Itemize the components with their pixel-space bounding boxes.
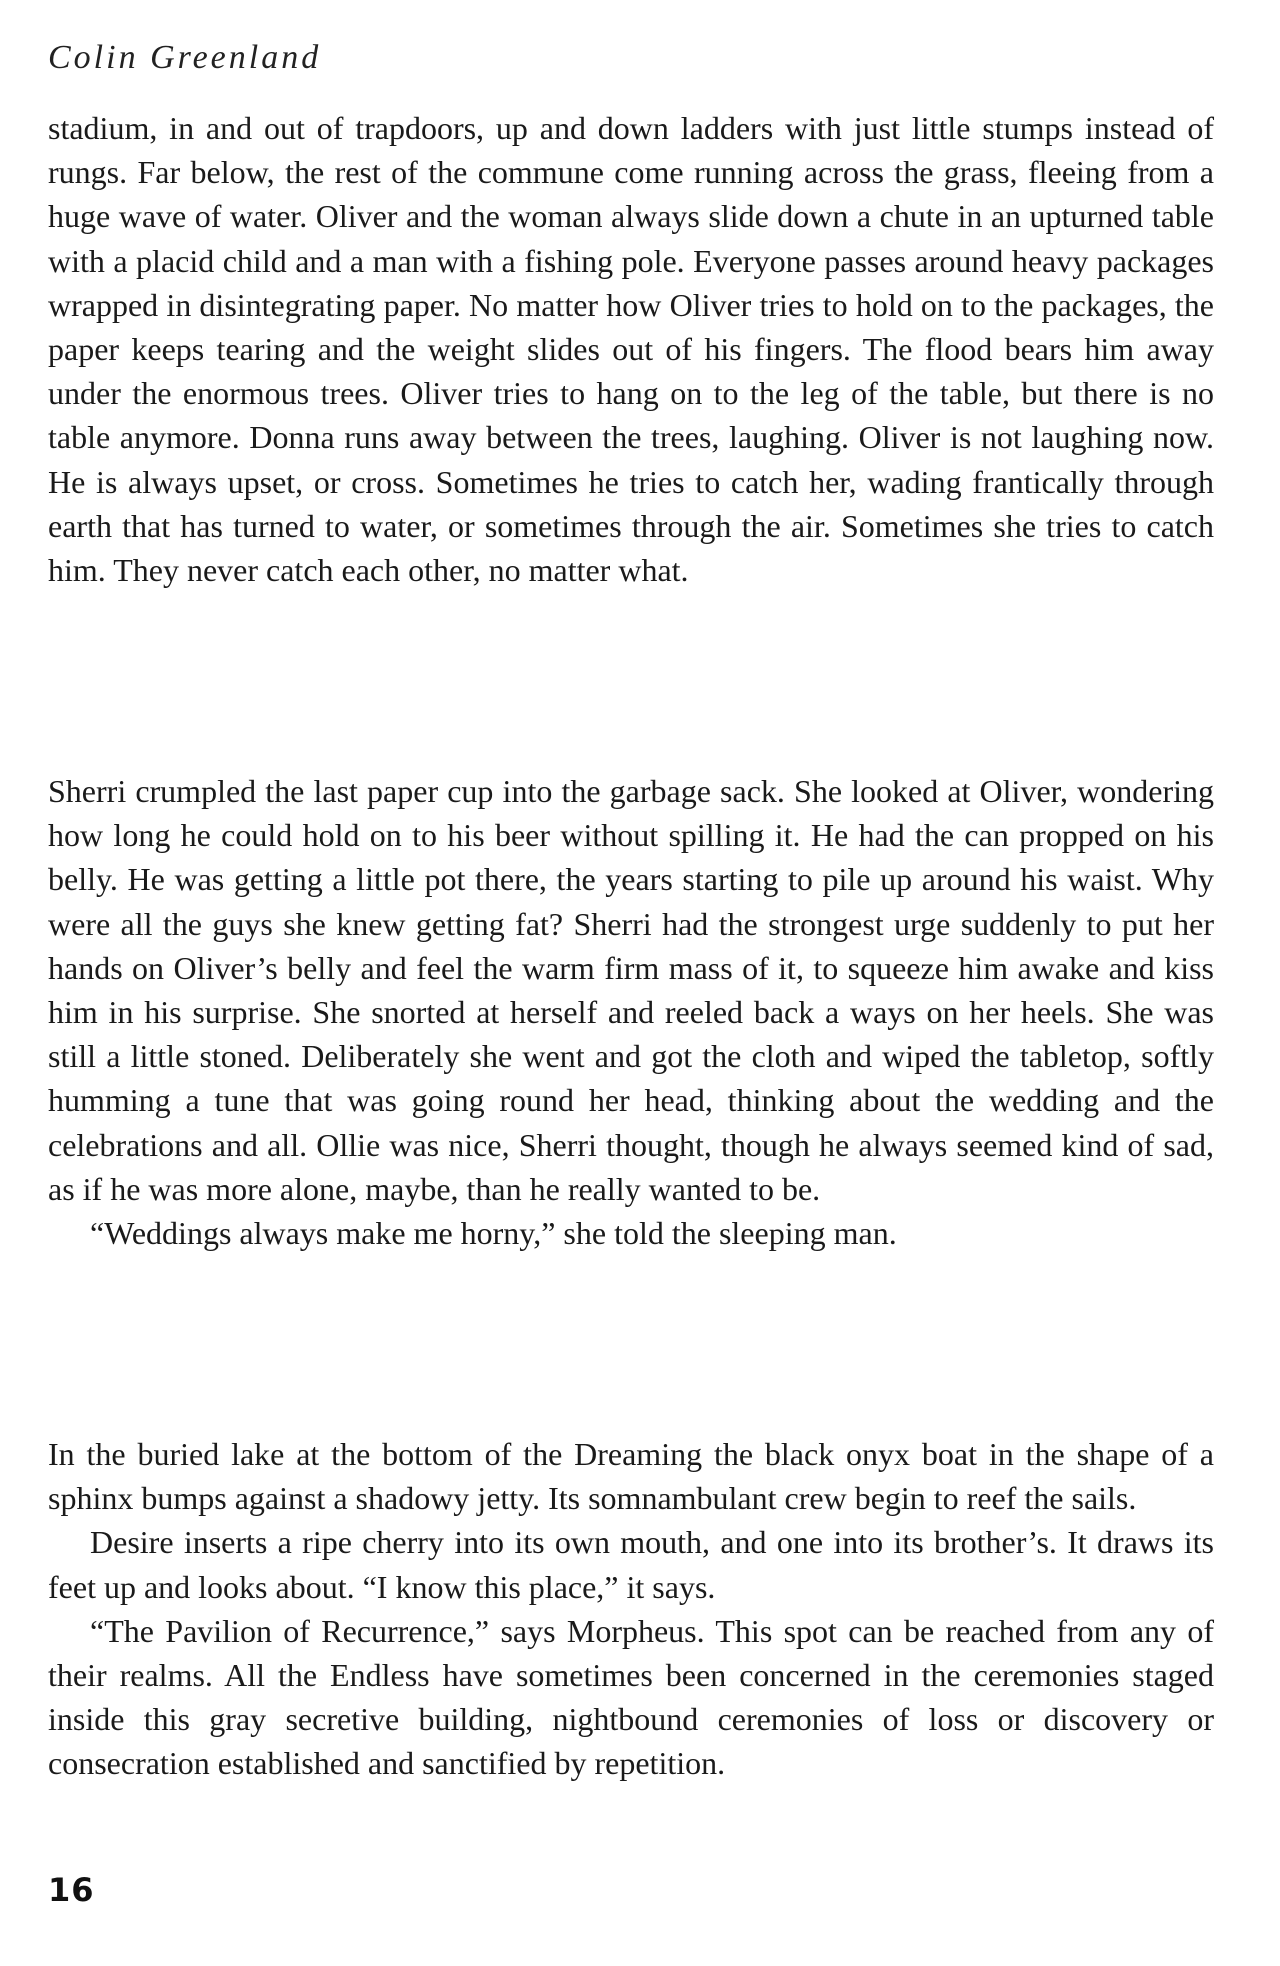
paragraph: “Weddings always make me horny,” she told the sleeping man. — [90, 1215, 897, 1252]
paragraph: Sherri crumpled the last paper cup into the garbage sack. She looked at Oliver, wondering how long he could hold on to his beer without spilling it. He had the can propped on his belly. He was getting a little pot there, the years starting to pile up around his waist. Why were all the guys she knew getting fat? Sherri had the strongest urge suddenly to put her hands on Oliver’s belly and feel the warm firm mass of it, to squeeze him awake and kiss him in his surprise. She snorted at herself and reeled back a ways on her heels. She was still a little stoned. Deliberately she went and got the cloth and wiped the tabletop, softly humming a tune that was going round her head, thinking about the wedding and the celebrations and all. Ollie was nice, Sherri thought, though he always seemed kind of sad, as if he was more alone, maybe, than he really wanted to be. — [48, 773, 1214, 1207]
text-section-1 — [48, 106, 1214, 592]
paragraph: stadium, in and out of trapdoors, up and down ladders with just little stumps instead of rungs. Far below, the rest of the commune come running across the grass, fleeing from a huge wave of water. Oliver and the woman always slide down a chute in an upturned table with a placid child and a man with a fishing pole. Everyone passes around heavy packages wrapped in disintegrating paper. No matter how Oliver tries to hold on to the packages, the paper keeps tearing and the weight slides out of his fingers. The flood bears him away under the enormous trees. Oliver tries to hang on to the leg of the table, but there is no table anymore. Donna runs away between the trees, laughing. Oliver is not laughing now. He is always upset, or cross. Sometimes he tries to catch her, wading frantically through earth that has turned to water, or sometimes through the air. Sometimes she tries to catch him. They never catch each other, no matter what. — [48, 110, 1214, 589]
page-number: 16 — [48, 1871, 95, 1909]
text-section-3 — [48, 1432, 1214, 1786]
text-section-2 — [48, 769, 1214, 1255]
paragraph: “The Pavilion of Recurrence,” says Morpheus. This spot can be reached from any of their realms. All the Endless have sometimes been concerned in the ceremonies staged inside this gray secretive building, nightbound ceremonies of loss or discovery or consecration established and sanctified by repetition. — [48, 1612, 1214, 1782]
paragraph: In the buried lake at the bottom of the Dreaming the black onyx boat in the shape of a sphinx bumps against a shadowy jetty. Its somnambulant crew begin to reef the sails. — [48, 1436, 1214, 1517]
running-head-author: Colin Greenland — [48, 39, 322, 76]
paragraph: Desire inserts a ripe cherry into its own mouth, and one into its brother’s. It draws its feet up and looks about. “I know this place,” it says. — [48, 1524, 1214, 1605]
